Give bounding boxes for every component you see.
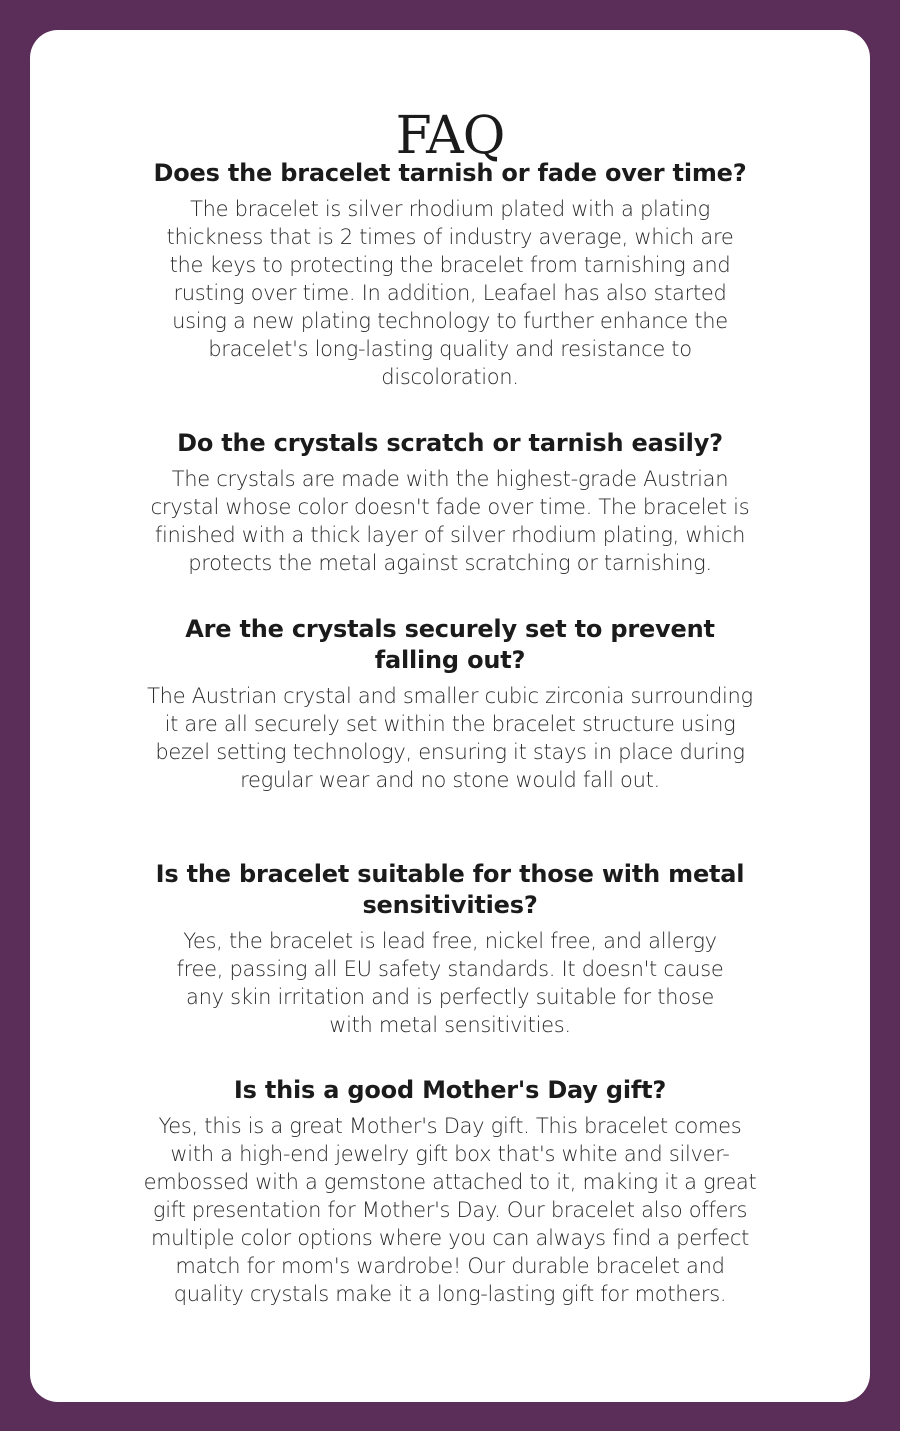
faq-question: Are the crystals securely set to prevent falling out? [185,615,715,674]
faq-item [30,1075,870,1308]
faq-item [30,158,870,391]
faq-card [30,30,870,1402]
faq-answer: The Austrian crystal and smaller cubic zirconia surrounding it are all securely set within the bracelet structure using bezel setting technology, ensuring it stays in place during regular wear and no stone would fall out. [147,684,753,792]
faq-question: Is the bracelet suitable for those with metal sensitivities? [155,860,745,919]
faq-answer: The crystals are made with the highest-grade Austrian crystal whose color doesn't fade over time. The bracelet is finished with a thick layer of silver rhodium plating, which protects the metal against scratching or tarnishing. [150,467,750,575]
faq-item [30,428,870,577]
faq-question: Is this a good Mother's Day gift? [233,1076,667,1104]
faq-answer: Yes, this is a great Mother's Day gift. This bracelet comes with a high-end jewelry gift box that's white and silver-embossed with a gemstone attached to it, making it a great gift presentation for Mother's Day. Our bracelet also offers multiple color options where you can always find a perfect match for mom's wardrobe! Our durable bracelet and quality crystals make it a long-lasting gift for mothers. [143,1114,757,1306]
faq-question: Do the crystals scratch or tarnish easily? [177,429,723,457]
page-title: FAQ [395,106,505,166]
faq-item [30,859,870,1039]
faq-item [30,614,870,794]
faq-answer: The bracelet is silver rhodium plated with a plating thickness that is 2 times of industry average, which are the keys to protecting the bracelet from tarnishing and rusting over time. In addition, Leafael has also started using a new plating technology to further enhance the bracelet's long-lasting quality and resistance to discoloration. [166,197,734,389]
faq-question: Does the bracelet tarnish or fade over time? [153,159,747,187]
faq-answer: Yes, the bracelet is lead free, nickel free, and allergy free, passing all EU safety standards. It doesn't cause any skin irritation and is perfectly suitable for those with metal sensitivities. [176,929,724,1037]
